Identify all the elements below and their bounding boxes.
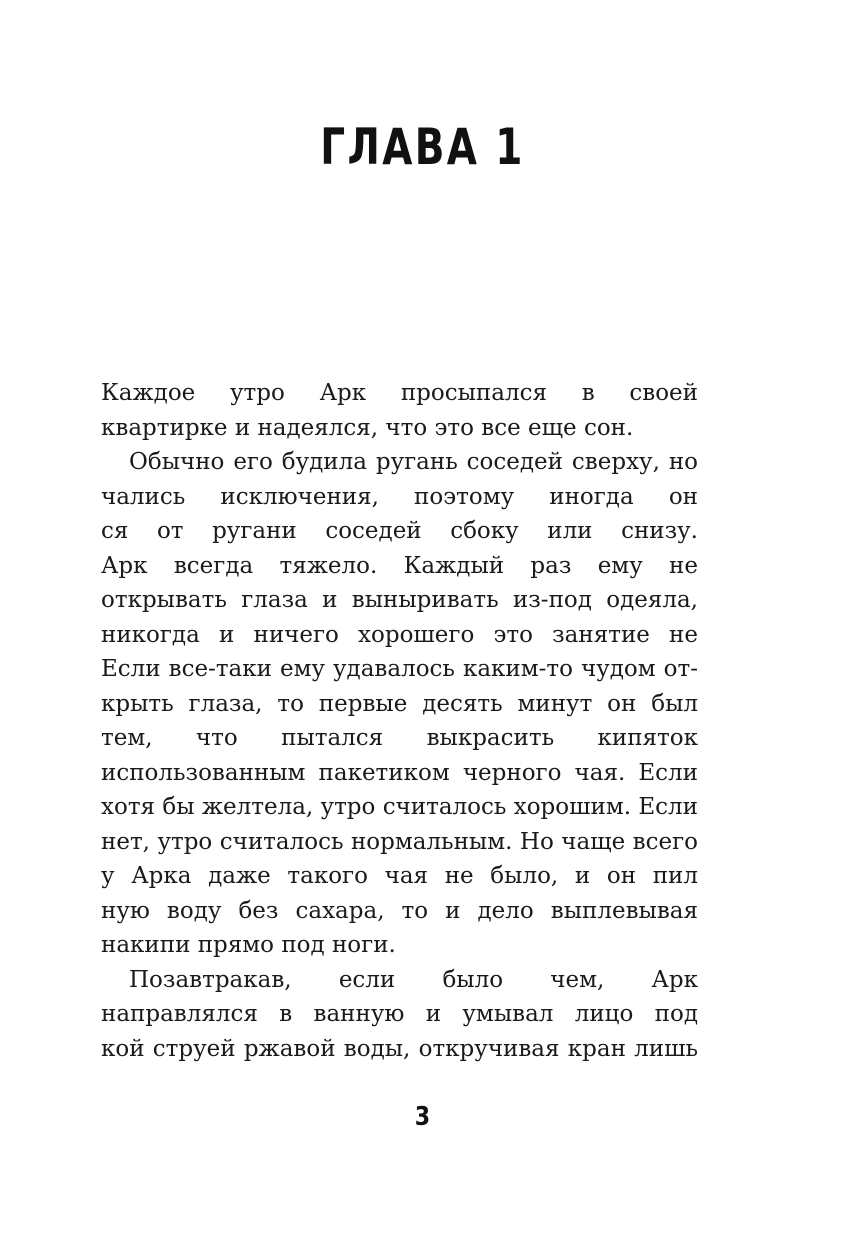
text-line: хотя бы желтела, утро считалось хорошим. Если [101,794,698,820]
text-line: открывать глаза и выныривать из-под одеяла, [101,587,698,613]
text-line: квартирке и надеялся, что это все еще сон. [101,414,634,441]
text-line: нет, утро считалось нормальным. Но чаще всего [101,828,698,855]
text-line: у Арка даже такого чая не было, и он пил [101,863,698,889]
text-line: крыть глаза, то первые десять минут он был [101,690,698,717]
text-line: ную воду без сахара, то и дело выплевывая [101,897,698,924]
text-line: чались исключения, поэтому иногда он [101,483,698,510]
text-line: Обычно его будила ругань соседей сверху, но [129,449,698,475]
text-line: Арк всегда тяжело. Каждый раз ему не [101,552,698,579]
body-text [101,376,698,1066]
text-line: ся от ругани соседей сбоку или снизу. [101,518,698,544]
text-line: никогда и ничего хорошего это занятие не [101,621,698,648]
chapter-title: ГЛАВА 1 [320,118,525,176]
text-line: тем, что пытался выкрасить кипяток [101,725,698,751]
text-line: Позавтракав, если было чем, Арк [129,966,698,993]
page-number: 3 [414,1102,431,1132]
text-line: направлялся в ванную и умывал лицо под [101,1001,698,1027]
text-line: кой струей ржавой воды, откручивая кран лишь [101,1035,698,1062]
text-line: Каждое утро Арк просыпался в своей [101,380,698,406]
text-line: Если все-таки ему удавалось каким-то чудом от- [101,656,698,682]
text-line: накипи прямо под ноги. [101,932,396,958]
text-line: использованным пакетиком черного чая. Если [101,759,698,786]
